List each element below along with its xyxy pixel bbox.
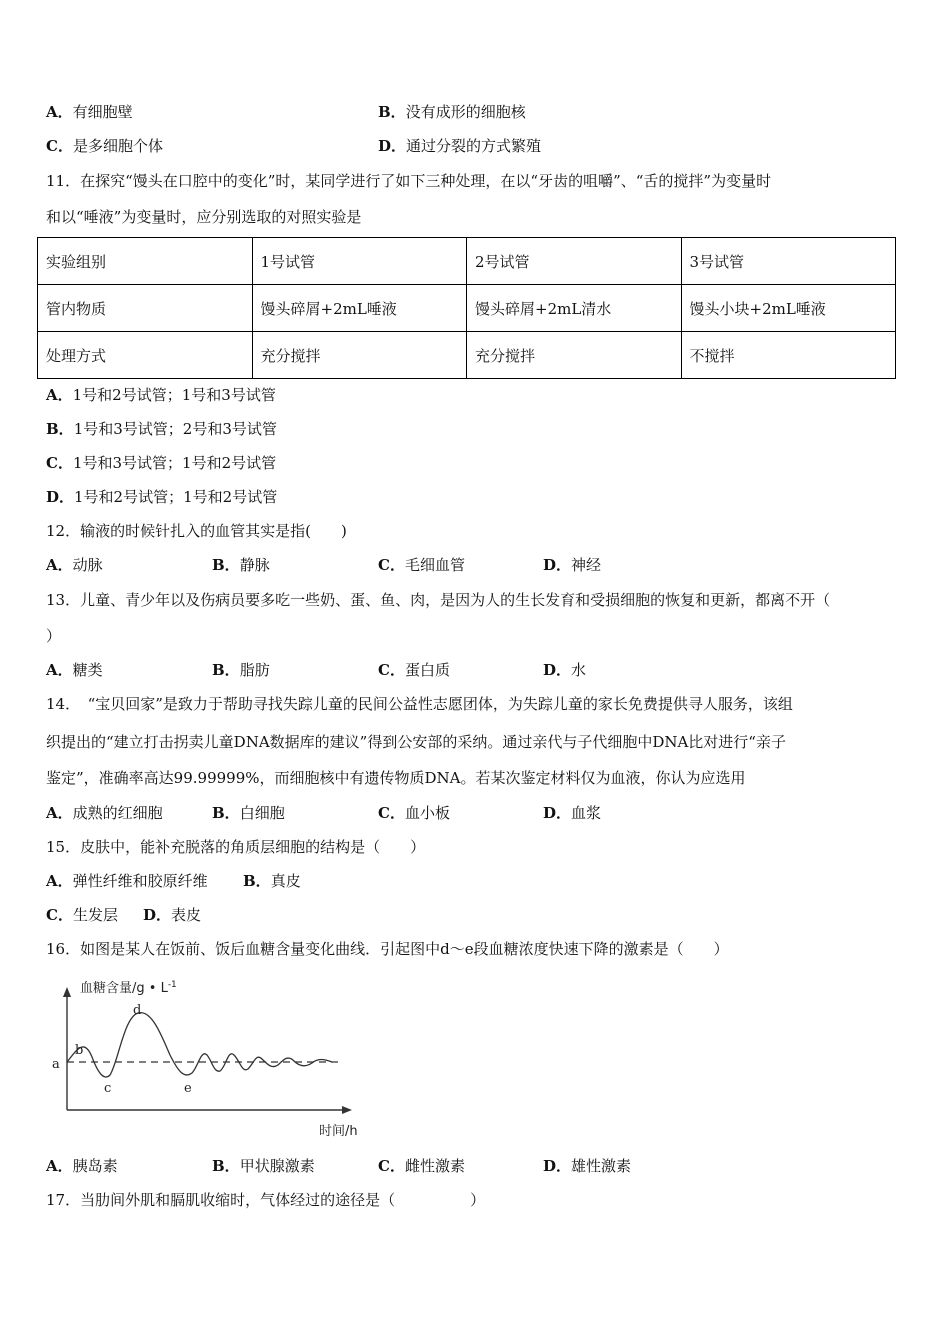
table-cell: 馒头碎屑+2mL清水	[467, 285, 682, 332]
q13-option-a: A．糖类	[46, 661, 103, 679]
point-label-a: a	[52, 1057, 60, 1072]
point-label-e: e	[184, 1081, 192, 1096]
q10-option-c: C．是多细胞个体	[46, 137, 163, 155]
q15-option-c: C．生发层	[46, 906, 118, 924]
q15-option-a: A．弹性纤维和胶原纤维	[46, 872, 208, 890]
q11-stem-line2: 和以“唾液”为变量时，应分别选取的对照实验是	[46, 208, 362, 226]
y-axis-label: 血糖含量/g • $L^{-1}$	[80, 980, 177, 996]
blood-sugar-graph	[44, 975, 374, 1140]
q14-option-d: D．血浆	[543, 804, 602, 822]
table-cell: 不搅拌	[681, 332, 896, 379]
table-cell: 1号试管	[252, 238, 467, 285]
table-cell: 馒头碎屑+2mL唾液	[252, 285, 467, 332]
q13-option-c: C．蛋白质	[378, 661, 450, 679]
q16-option-c: C．雌性激素	[378, 1157, 465, 1175]
table-cell: 馒头小块+2mL唾液	[681, 285, 896, 332]
point-label-c: c	[104, 1081, 112, 1096]
q11-option-c: C．1号和3号试管；1号和2号试管	[46, 454, 277, 472]
q13-option-b: B．脂肪	[212, 661, 270, 679]
table-cell: 充分搅拌	[252, 332, 467, 379]
q16-option-b: B．甲状腺激素	[212, 1157, 315, 1175]
point-label-d: d	[133, 1003, 142, 1018]
experiment-table	[37, 237, 896, 379]
q17-stem: 17．当肋间外肌和膈肌收缩时，气体经过的途径是（ ）	[46, 1191, 486, 1209]
q10-option-a: A．有细胞壁	[46, 103, 133, 121]
q11-option-a: A．1号和2号试管；1号和3号试管	[46, 386, 276, 404]
q14-stem-line1: 14． “宝贝回家”是致力于帮助寻找失踪儿童的民间公益性志愿团体，为失踪儿童的家长免费提供寻人服务，该组	[46, 695, 793, 713]
q11-stem-line1: 11．在探究“馒头在口腔中的变化”时，某同学进行了如下三种处理，在以“牙齿的咀嚼”、“舌的搅拌”为变量时	[46, 172, 772, 190]
blood-sugar-curve	[67, 1013, 332, 1077]
table-cell: 2号试管	[467, 238, 682, 285]
table-cell: 处理方式	[38, 332, 253, 379]
q10-option-d: D．通过分裂的方式繁殖	[378, 137, 542, 155]
q10-option-b: B．没有成形的细胞核	[378, 103, 526, 121]
q14-option-b: B．白细胞	[212, 804, 285, 822]
q15-option-b: B．真皮	[243, 872, 301, 890]
q12-option-d: D．神经	[543, 556, 602, 574]
q12-option-c: C．毛细血管	[378, 556, 465, 574]
q15-option-d: D．表皮	[143, 906, 202, 924]
q13-stem-line1: 13．儿童、青少年以及伤病员要多吃一些奶、蛋、鱼、肉，是因为人的生长发育和受损细胞的恢复和更新，都离不开（	[46, 591, 831, 609]
table-header-row	[38, 238, 896, 285]
q12-stem: 12．输液的时候针扎入的血管其实是指( )	[46, 522, 347, 540]
table-row	[38, 285, 896, 332]
x-axis-arrow-icon	[342, 1106, 352, 1114]
q14-option-c: C．血小板	[378, 804, 450, 822]
q14-stem-line2: 织提出的“建立打击拐卖儿童DNA数据库的建议”得到公安部的采纳。通过亲代与子代细胞中DNA比对进行“亲子	[46, 733, 786, 751]
table-cell: 3号试管	[681, 238, 896, 285]
q13-option-d: D．水	[543, 661, 587, 679]
q16-option-a: A．胰岛素	[46, 1157, 118, 1175]
q14-option-a: A．成熟的红细胞	[46, 804, 163, 822]
table-cell: 实验组别	[38, 238, 253, 285]
q16-option-d: D．雄性激素	[543, 1157, 632, 1175]
y-axis-arrow-icon	[63, 987, 71, 997]
x-axis-label: 时间/h	[319, 1124, 358, 1139]
q16-stem: 16．如图是某人在饭前、饭后血糖含量变化曲线．引起图中d～e段血糖浓度快速下降的激素是（ ）	[46, 940, 729, 958]
q11-option-b: B．1号和3号试管；2号和3号试管	[46, 420, 277, 438]
q11-option-d: D．1号和2号试管；1号和2号试管	[46, 488, 278, 506]
table-cell: 充分搅拌	[467, 332, 682, 379]
table-cell: 管内物质	[38, 285, 253, 332]
point-label-b: b	[75, 1043, 84, 1058]
q14-stem-line3: 鉴定”，准确率高达99.99999%，而细胞核中有遗传物质DNA。若某次鉴定材料仅为血液，你认为应选用	[46, 769, 746, 787]
q15-stem: 15．皮肤中，能补充脱落的角质层细胞的结构是（ ）	[46, 838, 426, 856]
table-row	[38, 332, 896, 379]
q13-stem-line2: ）	[46, 627, 62, 645]
q12-option-b: B．静脉	[212, 556, 270, 574]
q12-option-a: A．动脉	[46, 556, 103, 574]
